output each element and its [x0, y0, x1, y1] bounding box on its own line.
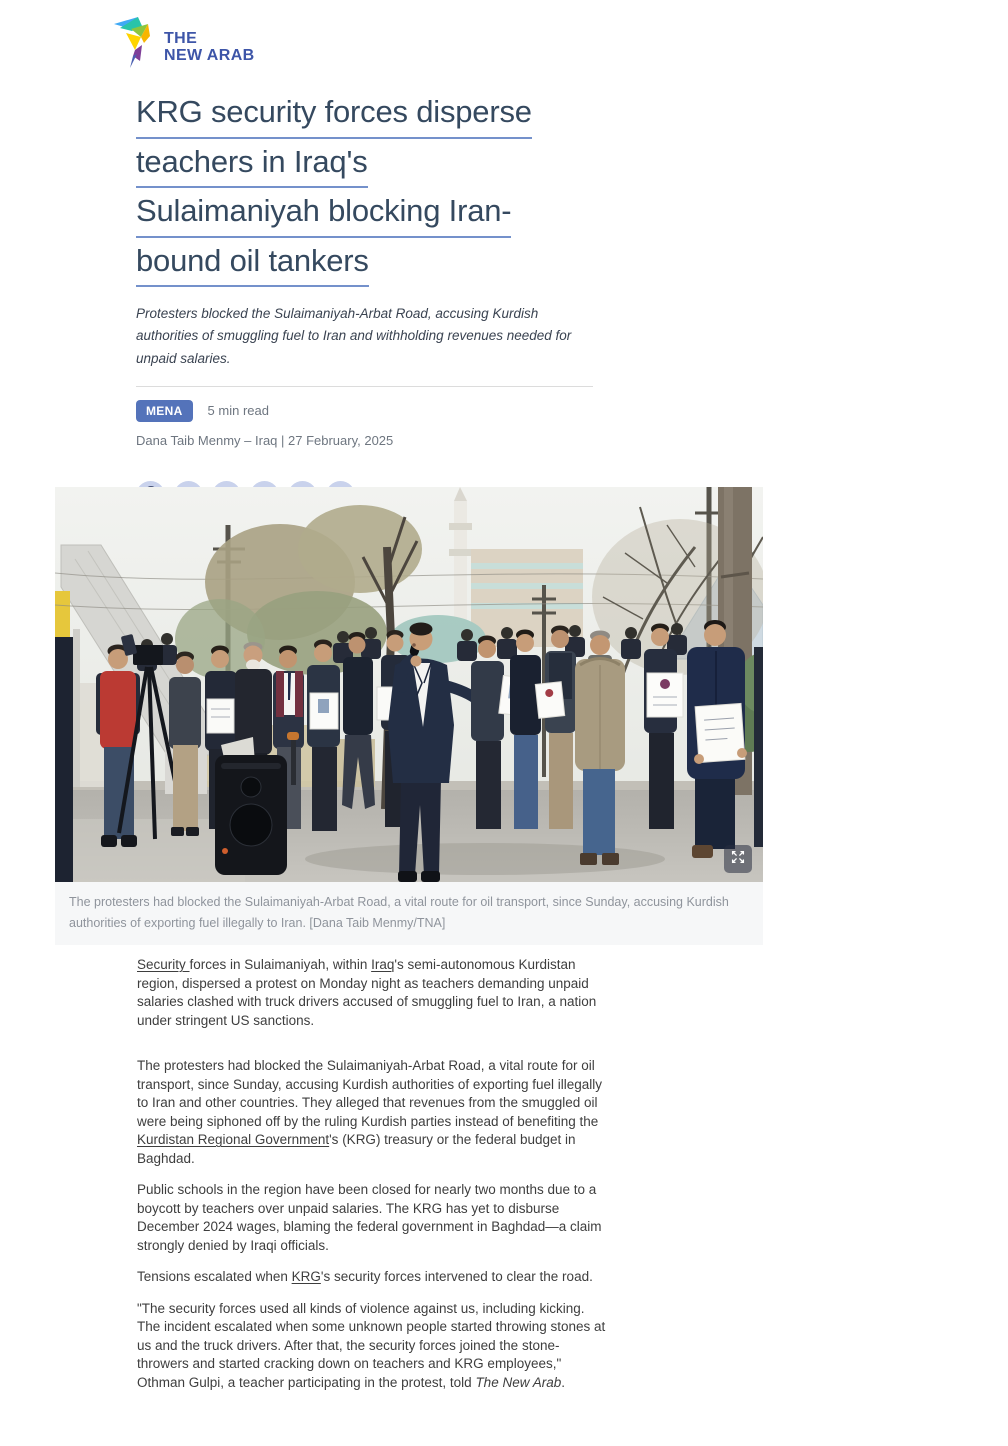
read-time: 5 min read	[207, 403, 269, 419]
publication-name: The New Arab	[475, 1374, 562, 1390]
inline-link-krg[interactable]: KRG	[291, 1269, 321, 1284]
title-line: KRG security forces disperse	[136, 96, 532, 139]
image-caption: The protesters had blocked the Sulaimaniyah-Arbat Road, a vital route for oil transport, since Sunday, accusing Kurdish authorities of exporting fuel illegally to Iran. [Dana Taib Menmy/TNA]	[55, 882, 763, 945]
paragraph: The protesters had blocked the Sulaimaniyah-Arbat Road, a vital route for oil transport, since Sunday, accusing Kurdish authorities of exporting fuel illegally to Iran and other countries. They alleged that revenues from the smuggled oil were being siphoned off by the ruling Kurdish parties instead of benefiting the Kurdistan Regional Government's (KRG) treasury or the federal budget in Baghdad.	[137, 1058, 603, 1166]
inline-link-iraq[interactable]: Iraq	[371, 957, 395, 972]
category-badge[interactable]: MENA	[136, 400, 193, 422]
title-line: bound oil tankers	[136, 245, 369, 288]
paragraph: "The security forces used all kinds of violence against us, including kicking. The incident escalated when some unknown people started throwing stones at us and the truck drivers. After that, the security forces joined the stone-throwers and started cracking down on teachers and KRG employees," Othman Gulpi, a teacher participating in the protest, told The New Arab.	[137, 1300, 606, 1390]
author-link[interactable]: Dana Taib Menmy	[136, 432, 241, 448]
paragraph: Security forces in Sulaimaniyah, within Iraq's semi-autonomous Kurdistan region, dispersed a protest on Monday night as teachers demanding unpaid salaries clashed with truck drivers accused of smuggling fuel to Iran, a nation under stringent US sanctions.	[137, 957, 597, 1028]
article-figure	[55, 487, 763, 945]
title-line: Sulaimaniyah blocking Iran-	[136, 195, 511, 238]
protest-photo	[55, 487, 763, 882]
article-meta	[136, 400, 608, 422]
paragraph: Public schools in the region have been closed for nearly two months due to a boycott by teachers over unpaid salaries. The KRG has yet to disburse December 2024 wages, blaming the federal government in Baghdad—a claim strongly denied by Iraqi officials.	[137, 1182, 602, 1253]
bird-logo-icon	[112, 14, 160, 75]
article-body	[137, 956, 609, 1405]
byline-date: – Iraq | 27 February, 2025	[240, 432, 394, 448]
byline	[136, 433, 608, 448]
protester	[510, 630, 541, 830]
protest-photo-illustration	[55, 487, 763, 882]
article-title	[136, 96, 608, 287]
site-logo[interactable]	[112, 14, 255, 75]
image-expand-button[interactable]	[724, 845, 752, 873]
paragraph: Tensions escalated when KRG's security forces intervened to clear the road.	[137, 1269, 593, 1284]
divider	[136, 386, 593, 387]
site-name: THE NEW ARAB	[164, 30, 255, 65]
inline-link-security[interactable]: Security	[137, 957, 190, 972]
expand-icon	[729, 848, 747, 871]
title-line: teachers in Iraq's	[136, 146, 368, 189]
protester	[169, 652, 201, 837]
inline-link-krg-government[interactable]: Kurdistan Regional Government	[137, 1132, 330, 1147]
article-standfirst: Protesters blocked the Sulaimaniyah-Arbat Road, accusing Kurdish authorities of smuggling fuel to Iran and withholding revenues needed for unpaid salaries.	[136, 306, 572, 366]
